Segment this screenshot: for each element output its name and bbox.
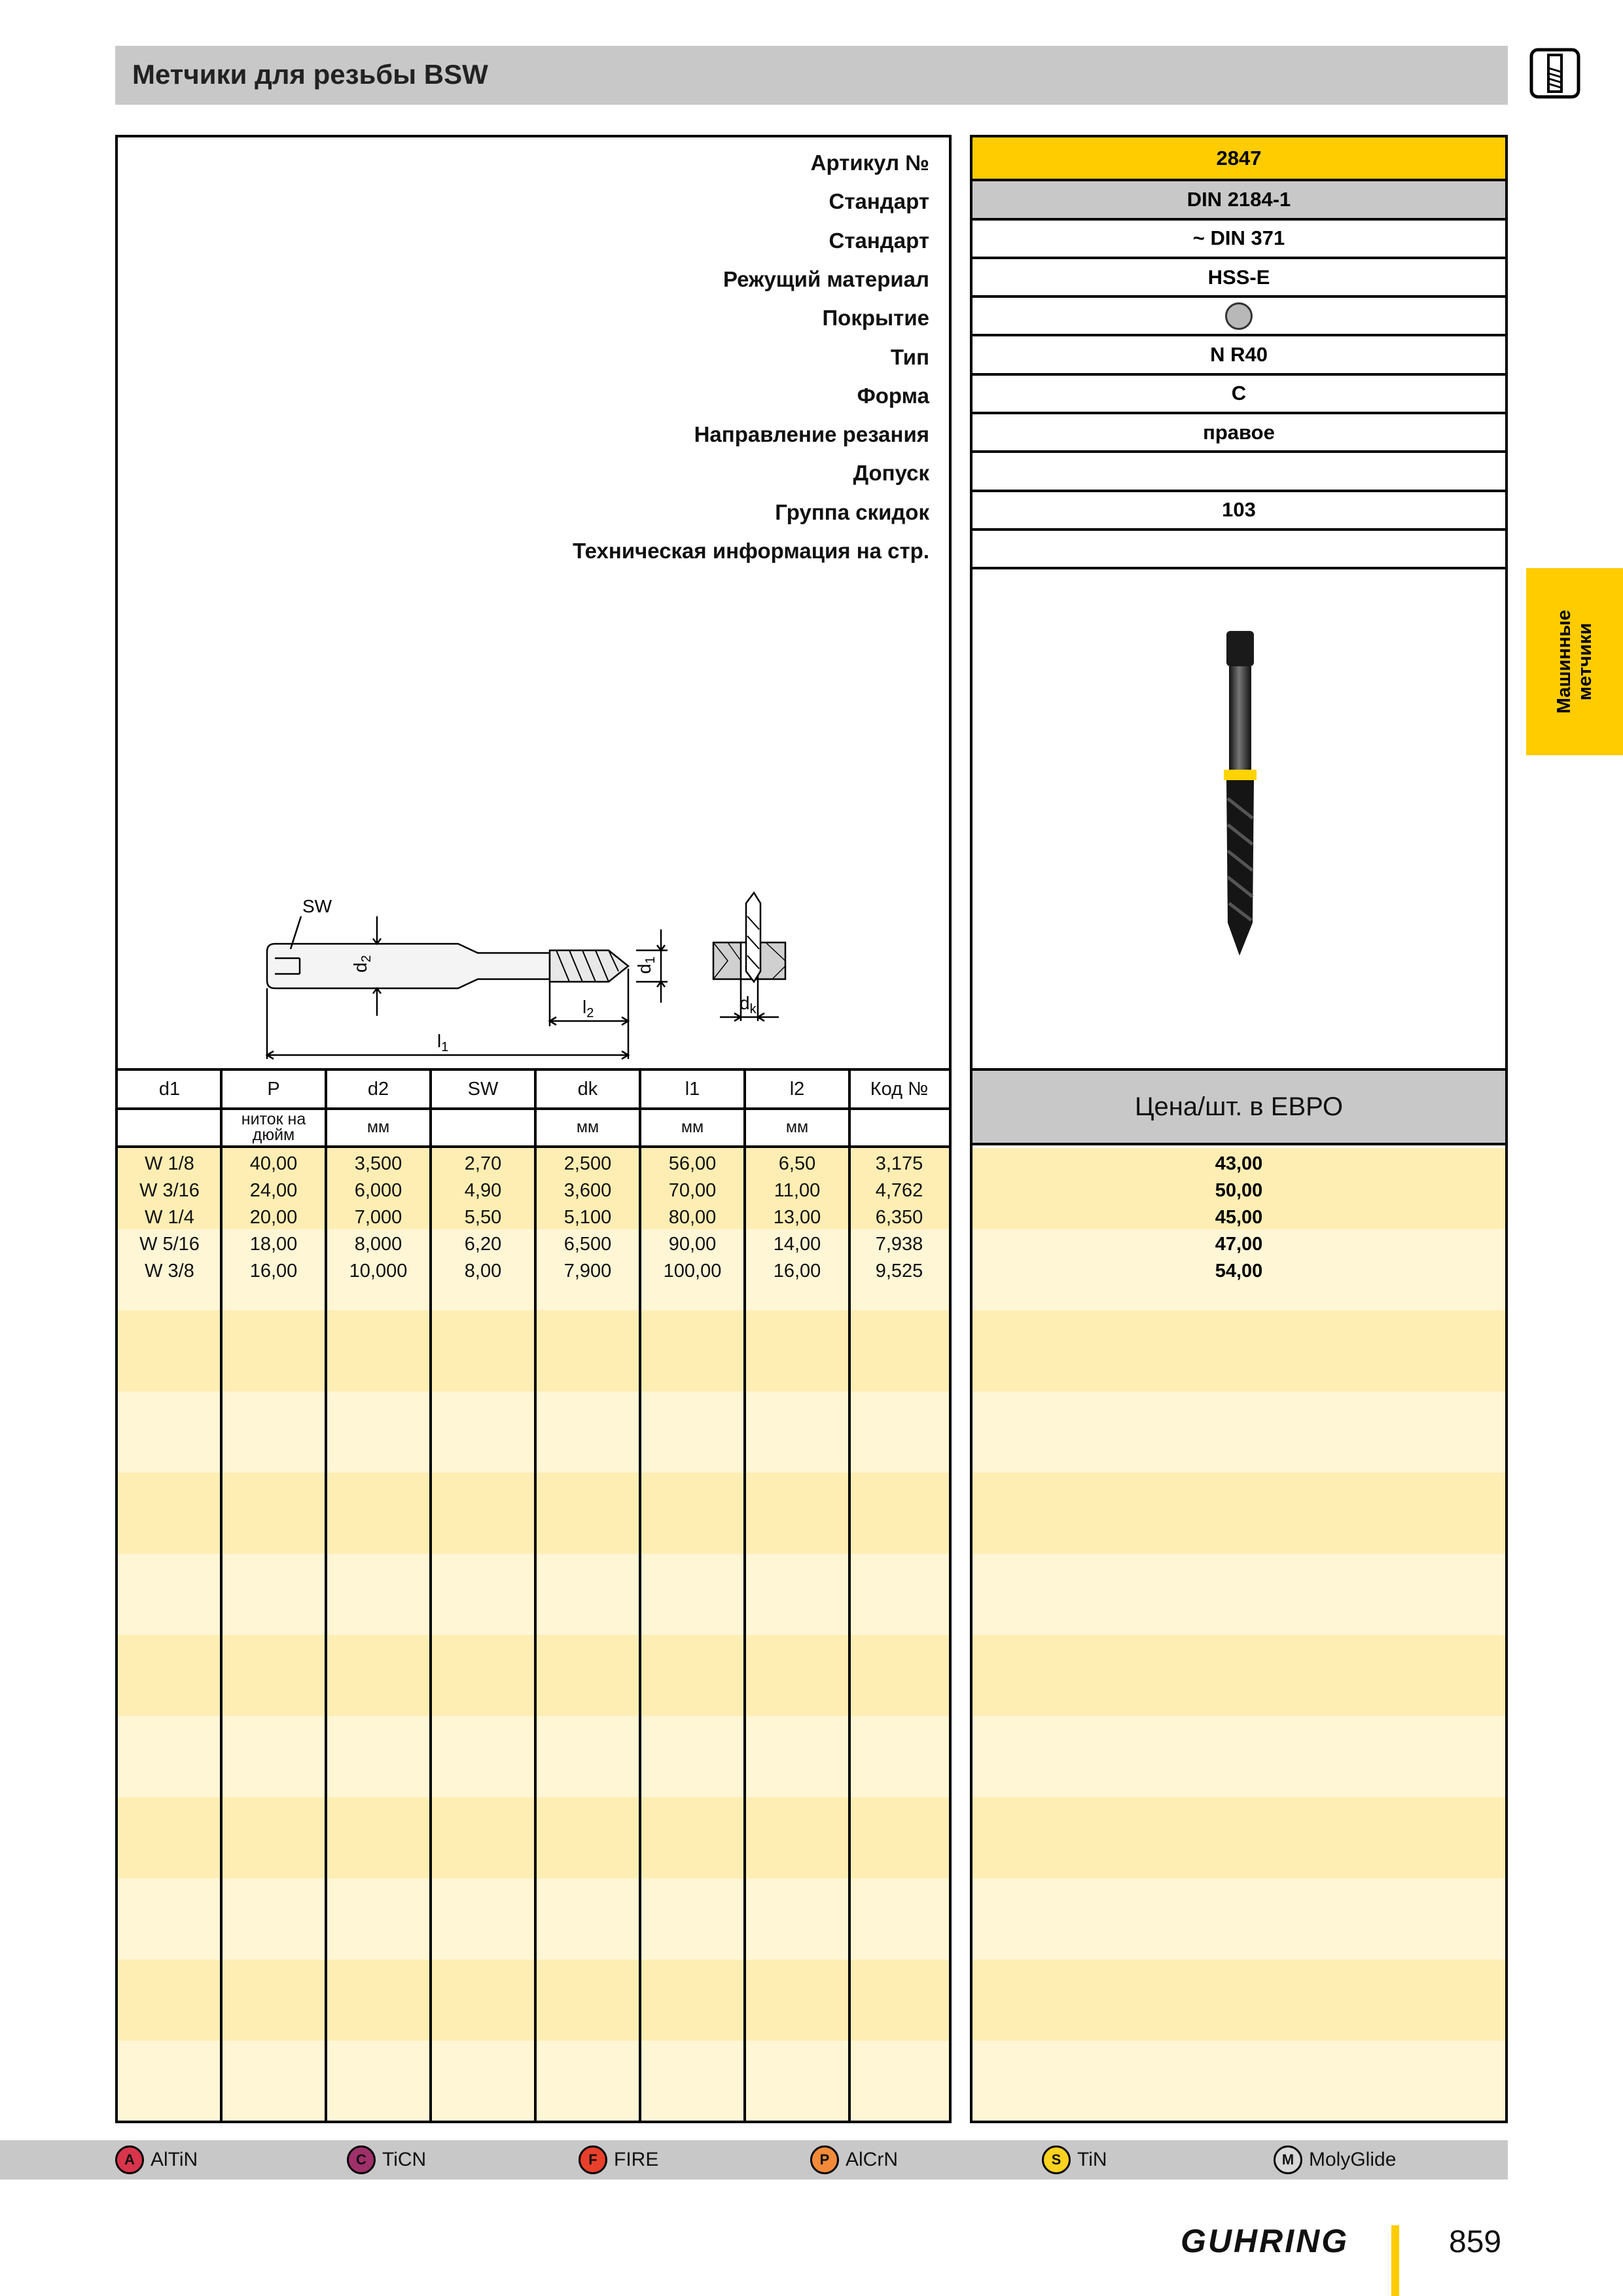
price-table (970, 1071, 1508, 2123)
sw-label: SW (302, 896, 332, 916)
legend-item (1042, 2145, 1107, 2174)
table-cell: 3,500 (354, 1153, 402, 1174)
brand-logo: GUHRING (1181, 2223, 1349, 2259)
legend-label: TiN (1077, 2149, 1107, 2170)
table-cell: 3,600 (563, 1180, 612, 1201)
legend-label: AlTiN (151, 2149, 198, 2170)
spec-value: 2847 (972, 137, 1505, 181)
table-cell: 6,000 (354, 1180, 402, 1201)
table-cell: 4,762 (875, 1180, 923, 1201)
table-cell: 4,90 (464, 1180, 502, 1201)
coating-icon: P (810, 2145, 839, 2174)
spec-label: Покрытие (822, 306, 929, 331)
spec-value: HSS-E (972, 259, 1505, 298)
column-header: SW (467, 1079, 499, 1100)
table-cell: 6,500 (563, 1234, 612, 1255)
legend-item (347, 2145, 426, 2174)
column-header: d1 (158, 1079, 181, 1100)
table-cell: W 1/8 (145, 1153, 194, 1174)
legend-item (1274, 2145, 1396, 2174)
spec-value-panel (970, 135, 1508, 1071)
price-header: Цена/шт. в ЕВРО (972, 1071, 1505, 1145)
table-cell: 7,938 (875, 1234, 923, 1255)
legend-label: MolyGlide (1309, 2149, 1397, 2170)
table-cell: W 3/16 (139, 1180, 200, 1201)
legend-item (810, 2145, 898, 2174)
table-cell: 2,70 (464, 1153, 502, 1174)
d1-label: $d_1$ (634, 956, 658, 974)
table-cell: 8,000 (354, 1234, 402, 1255)
price-cell: 45,00 (1215, 1207, 1263, 1228)
spec-label: Форма (857, 383, 929, 408)
table-cell: 6,50 (778, 1153, 816, 1174)
table-cell: 80,00 (668, 1207, 717, 1228)
page-title: Метчики для резьбы BSW (132, 59, 488, 90)
dk-label: $d_k$ (740, 993, 757, 1016)
table-cell: 6,20 (464, 1234, 502, 1255)
spec-value: C (972, 376, 1505, 414)
table-cell: 13,00 (773, 1207, 821, 1228)
coating-icon: F (579, 2145, 607, 2174)
column-unit: мм (681, 1118, 704, 1136)
table-cell: 10,000 (349, 1261, 408, 1282)
price-cell: 50,00 (1215, 1180, 1263, 1201)
dimensions-table (115, 1071, 952, 2123)
table-cell: 5,100 (563, 1207, 612, 1228)
legend-item (115, 2145, 198, 2174)
table-cell: 20,00 (249, 1207, 298, 1228)
spec-value: ~ DIN 371 (972, 221, 1505, 259)
spec-value (972, 298, 1505, 336)
title-bar (115, 46, 1508, 105)
page-number: 859 (1449, 2225, 1502, 2259)
coating-bright-icon (1225, 302, 1253, 330)
table-cell: 7,900 (563, 1261, 612, 1282)
column-header: d2 (367, 1079, 389, 1100)
technical-drawing (262, 890, 955, 1067)
table-cell: 2,500 (563, 1153, 612, 1174)
table-cell: 3,175 (875, 1153, 923, 1174)
spec-label: Артикул № (810, 151, 929, 175)
column-unit: мм (785, 1118, 809, 1136)
spec-value: правое (972, 414, 1505, 453)
d2-label: $d_2$ (350, 955, 374, 973)
coating-icon: A (115, 2145, 144, 2174)
l2-label: $l_2$ (582, 997, 594, 1020)
coating-icon: M (1274, 2145, 1302, 2174)
table-cell: 90,00 (668, 1234, 717, 1255)
spec-label: Группа скидок (775, 499, 929, 524)
column-unit: ниток на дюйм (241, 1110, 306, 1144)
table-cell: W 3/8 (145, 1261, 194, 1282)
table-cell: 100,00 (663, 1261, 722, 1282)
legend-label: FIRE (614, 2149, 659, 2170)
spec-value: N R40 (972, 337, 1505, 376)
table-cell: 6,350 (875, 1207, 923, 1228)
spec-value: DIN 2184-1 (972, 181, 1505, 220)
table-cell: 24,00 (249, 1180, 298, 1201)
column-header: dk (577, 1079, 598, 1100)
table-cell: 5,50 (464, 1207, 502, 1228)
table-cell: 11,00 (774, 1180, 821, 1201)
column-unit: мм (366, 1118, 390, 1136)
table-cell: 70,00 (668, 1180, 717, 1201)
coating-icon: S (1042, 2145, 1071, 2174)
price-cell: 54,00 (1215, 1261, 1263, 1282)
legend-label: TiCN (382, 2149, 427, 2170)
spec-label: Стандарт (829, 228, 929, 253)
column-header: l2 (789, 1079, 805, 1100)
table-cell: 56,00 (668, 1153, 717, 1174)
spec-value (972, 453, 1505, 492)
price-cell: 43,00 (1215, 1153, 1263, 1174)
table-cell: 9,525 (875, 1261, 923, 1282)
spec-label: Техническая информация на стр. (573, 539, 929, 563)
column-header: l1 (685, 1079, 700, 1100)
table-cell: 14,00 (773, 1234, 821, 1255)
spec-value (972, 531, 1505, 569)
spec-label: Допуск (853, 461, 929, 486)
section-tab-label: Машинные метчики (1554, 609, 1596, 714)
spec-label: Стандарт (829, 189, 929, 214)
spec-value: 103 (972, 492, 1505, 531)
table-cell: 16,00 (249, 1261, 298, 1282)
l1-label: $l_1$ (437, 1031, 449, 1054)
table-cell: 18,00 (249, 1234, 298, 1255)
tap-photo (1211, 622, 1270, 962)
spec-label: Направление резания (694, 422, 929, 447)
column-header: P (267, 1079, 280, 1100)
table-cell: W 5/16 (139, 1234, 200, 1255)
table-cell: 7,000 (354, 1207, 402, 1228)
tap-icon (1527, 46, 1582, 101)
column-header: Код № (870, 1079, 929, 1100)
legend-item (579, 2145, 658, 2174)
section-tab[interactable] (1526, 568, 1623, 755)
coating-icon: C (347, 2145, 376, 2174)
table-cell: 8,00 (464, 1261, 502, 1282)
table-cell: 40,00 (249, 1153, 298, 1174)
spec-label: Тип (890, 344, 929, 369)
table-cell: 16,00 (773, 1261, 821, 1282)
column-unit: мм (576, 1118, 599, 1136)
price-cell: 47,00 (1215, 1234, 1263, 1255)
spec-label: Режущий материал (722, 266, 929, 291)
table-cell: W 1/4 (145, 1207, 194, 1228)
coating-legend (0, 2140, 1508, 2179)
spec-label-panel (115, 135, 952, 1071)
legend-label: AlCrN (846, 2149, 898, 2170)
brand-accent-bar (1391, 2225, 1399, 2296)
